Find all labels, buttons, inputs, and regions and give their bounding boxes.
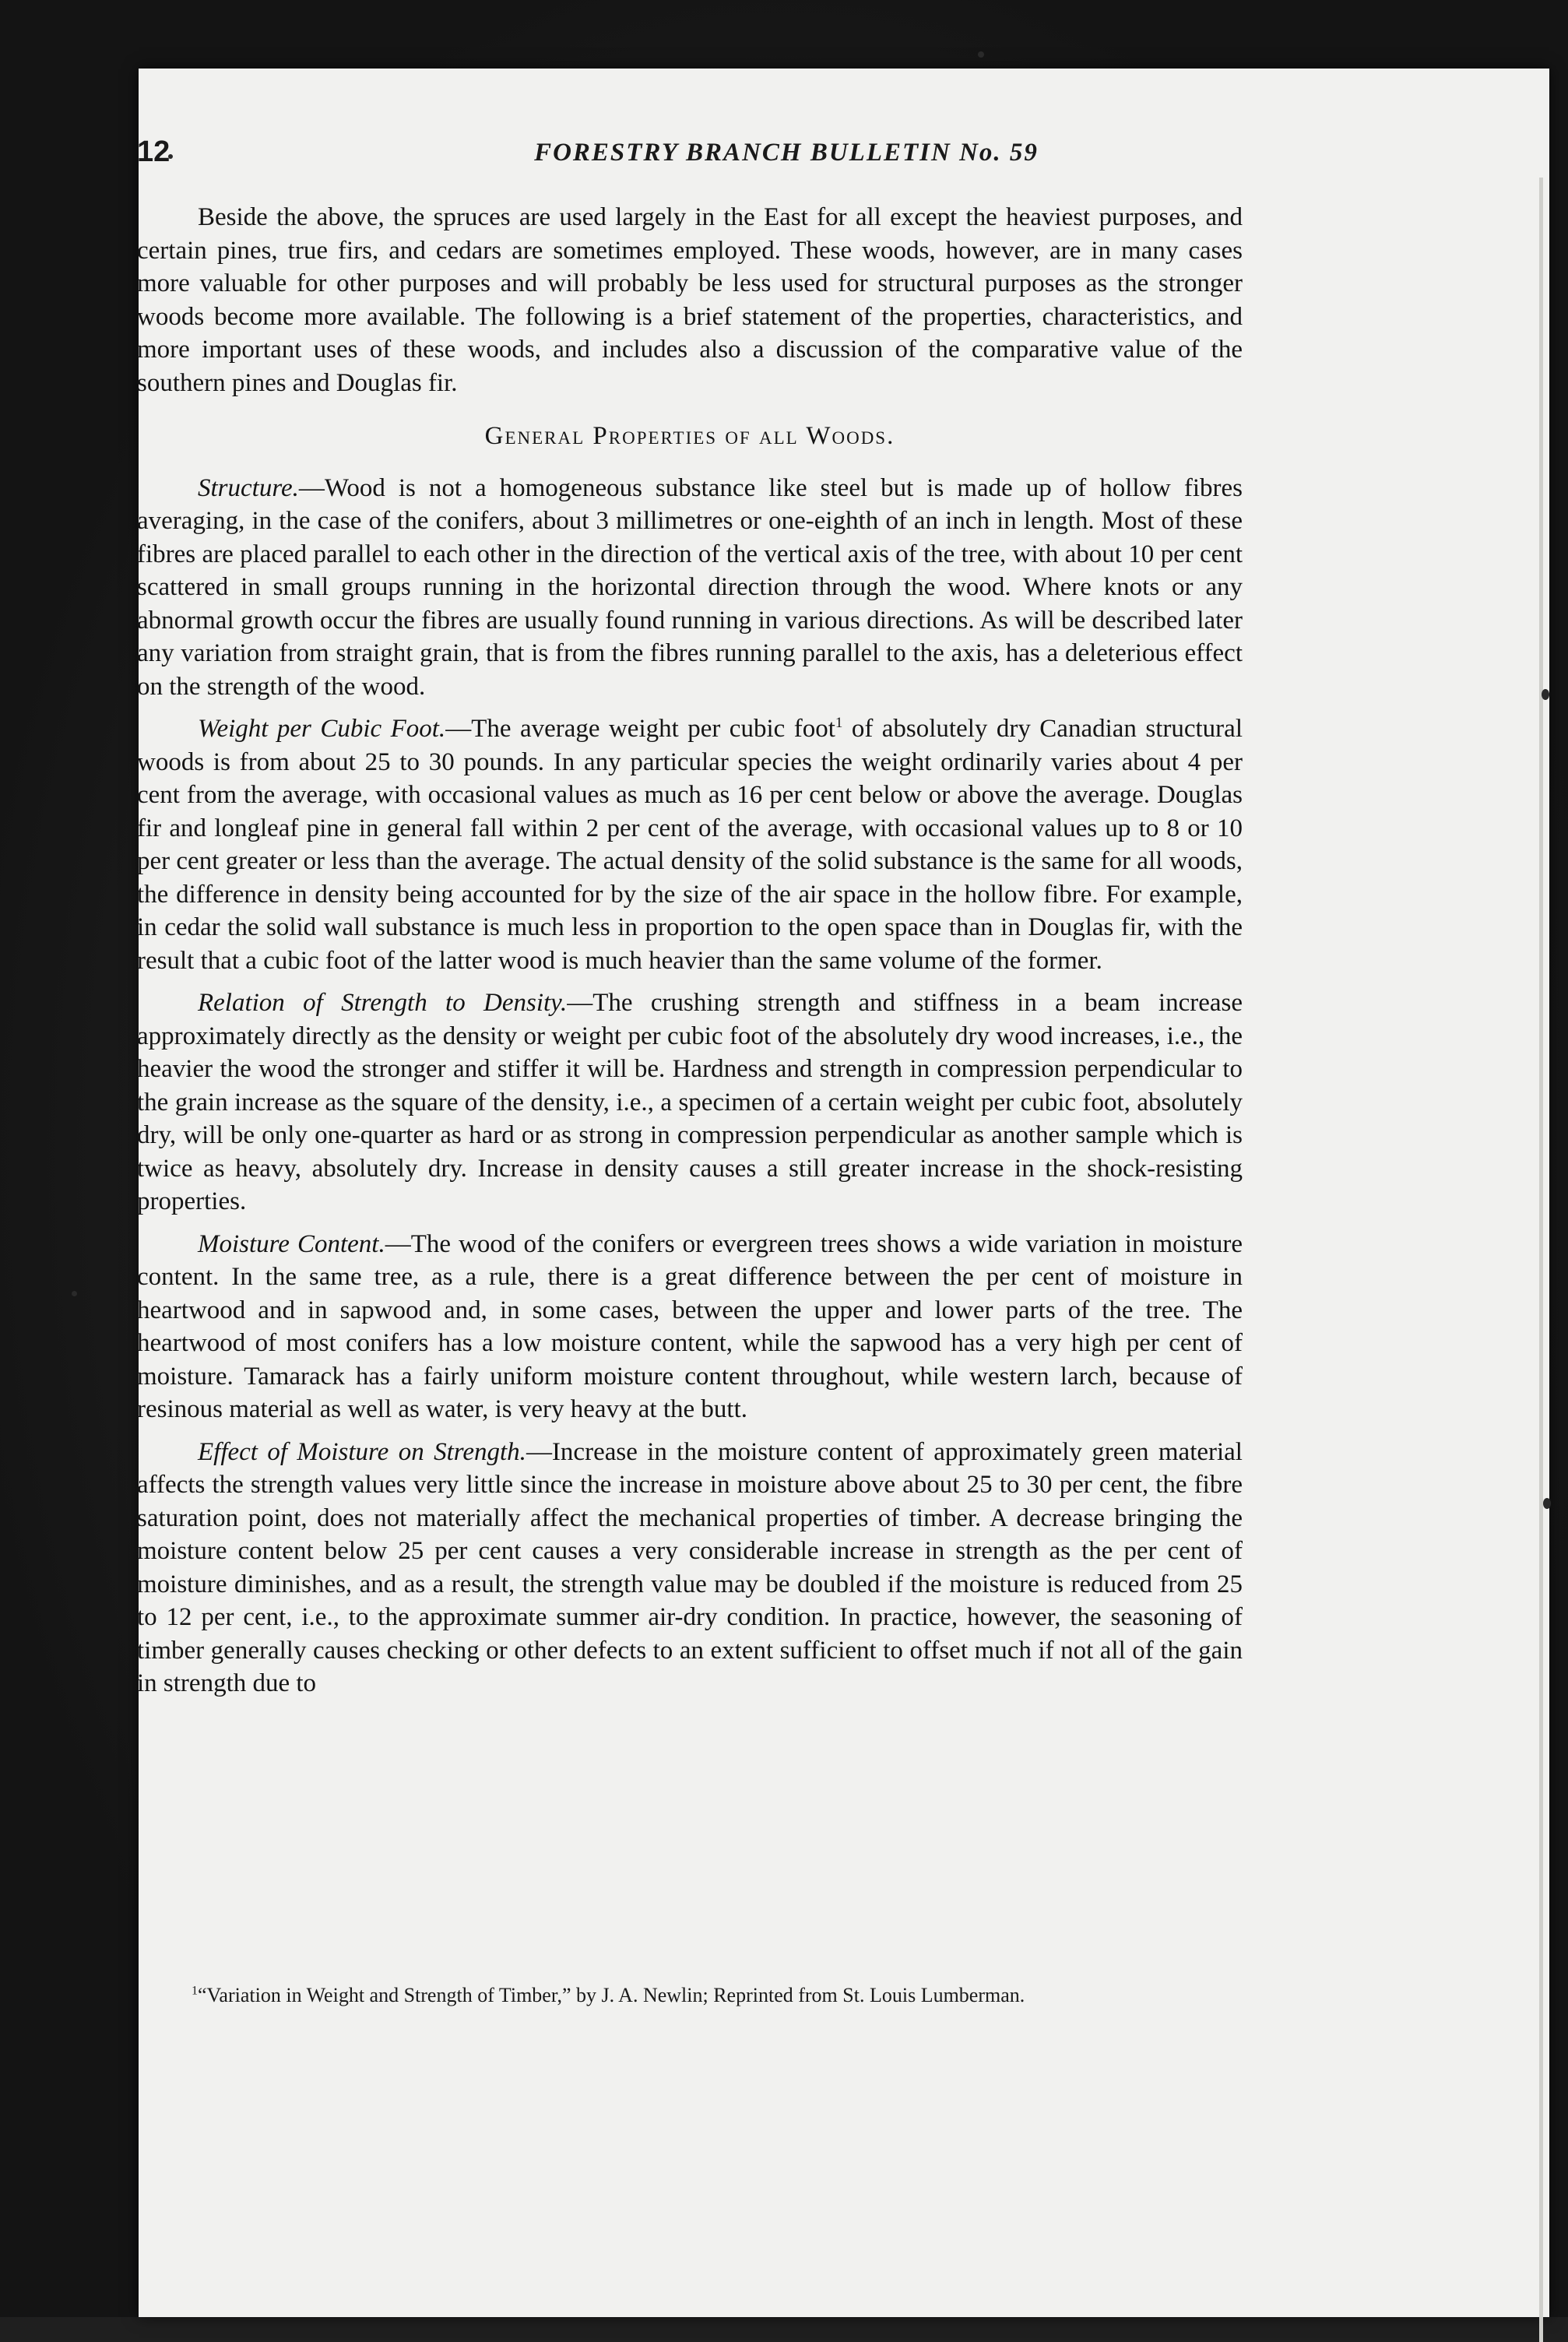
paragraph-density: [137, 986, 1243, 1218]
paragraph-moisture: [137, 1228, 1243, 1426]
footnote-text: “Variation in Weight and Strength of Timber,” by J. A. Newlin; Reprinted from St. Louis Lumberman.: [198, 1984, 1025, 2006]
paragraph-weight: [137, 712, 1243, 977]
paragraph-heading: Effect of Moisture on Strength.: [198, 1437, 526, 1466]
footnote: [137, 1984, 1243, 2007]
footnote-mark: 1: [192, 1984, 198, 1998]
paragraph-structure: [137, 472, 1243, 704]
paragraph-text: —The average weight per cubic foot: [445, 715, 835, 743]
paragraph-text: —Increase in the moisture content of approximately green material affects the strength values very little since the increase in moisture above about 25 to 30 per cent, the fibre saturation point, does not materially affect the mechanical properties of timber. A decrease bringing the moisture content below 25 per cent causes a very considerable increase in strength as the per cent of moisture diminishes, and as a result, the strength value may be doubled if the moisture is reduced from 25 to 12 per cent, i.e., to the approximate summer air-dry condition. In practice, however, the seasoning of timber generally causes checking or other defects to an extent sufficient to offset much if not all of the gain in strength due to: [137, 1437, 1243, 1697]
paragraph-text: —The wood of the conifers or evergreen trees shows a wide variation in moisture content. In the same tree, as a rule, there is a great difference between the per cent of moisture in heartwood and in sapwood and, in some cases, between the upper and lower parts of the tree. The heartwood of most conifers has a low moisture content, while the sapwood has a very high per cent of moisture. Tamarack has a fairly uniform moisture content throughout, while western larch, because of resinous material as well as water, is very heavy at the butt.: [137, 1229, 1243, 1423]
page-edge: [1539, 178, 1543, 2342]
page-header: [137, 135, 1436, 182]
paragraph-text: of absolutely dry Canadian structural woods is from about 25 to 30 pounds. In any particular species the weight ordinarily varies about 4 per cent from the average, with occasional values as much as 16 per cent below or above the average. Douglas fir and longleaf pine in general fall within 2 per cent of the average, with occasional values up to 8 or 10 per cent greater or less than the average. The actual density of the solid substance is the same for all woods, the difference in density being accounted for by the size of the air space in the hollow fibre. For example, in cedar the solid wall substance is much less in proportion to the open space than in Douglas fir, with the result that a cubic foot of the latter wood is much heavier than the same volume of the former.: [137, 715, 1243, 975]
paragraph-moisture-strength: [137, 1436, 1243, 1700]
running-title: FORESTRY BRANCH BULLETIN No. 59: [534, 139, 1039, 167]
scan-speck: [1542, 689, 1549, 700]
paragraph-heading: Relation of Strength to Density.: [198, 989, 568, 1017]
scan-speck: [72, 1291, 77, 1296]
scan-speck: [1543, 1498, 1551, 1509]
intro-paragraph: Beside the above, the spruces are used largely in the East for all except the heaviest purposes, and certain pines, true firs, and cedars are sometimes employed. These woods, however, are in many cases more valuable for other purposes and will probably be less used for structural purposes as the stronger woods become more available. The following is a brief statement of the properties, characteristics, and more important uses of these woods, and includes also a discussion of the comparative value of the southern pines and Douglas fir.: [137, 203, 1243, 397]
footnote-reference: 1: [835, 715, 843, 731]
scan-speck: [978, 51, 984, 58]
paragraph-heading: Structure.: [198, 473, 299, 502]
body-text: [137, 201, 1243, 1710]
paragraph-heading: Weight per Cubic Foot.: [198, 715, 446, 743]
paragraph-heading: Moisture Content.: [198, 1229, 385, 1258]
paragraph-text: —The crushing strength and stiffness in a beam increase approximately directly as the density or weight per cubic foot of the absolutely dry wood increases, i.e., the heavier the wood the stronger and stiffer it will be. Hardness and strength in compression perpendicular to the grain increase as the square of the density, i.e., a specimen of a certain weight per cubic foot, absolutely dry, will be only one-quarter as hard or as strong in compression perpendicular as another sample which is twice as heavy, absolutely dry. Increase in density causes a still greater increase in the shock-resisting properties.: [137, 989, 1243, 1215]
paragraph-text: —Wood is not a homogeneous substance like steel but is made up of hollow fibres averaging, in the case of the conifers, about 3 millimetres or one-eighth of an inch in length. Most of these fibres are placed parallel to each other in the direction of the vertical axis of the tree, with about 10 per cent scattered in small groups running in the horizontal direction through the wood. Where knots or any abnormal growth occur the fibres are usually found running in various directions. As will be described later any variation from straight grain, that is from the fibres running parallel to the axis, has a deleterious effect on the strength of the wood.: [137, 473, 1243, 701]
page-number: 12: [137, 135, 171, 168]
section-heading: General Properties of all Woods.: [484, 422, 895, 450]
